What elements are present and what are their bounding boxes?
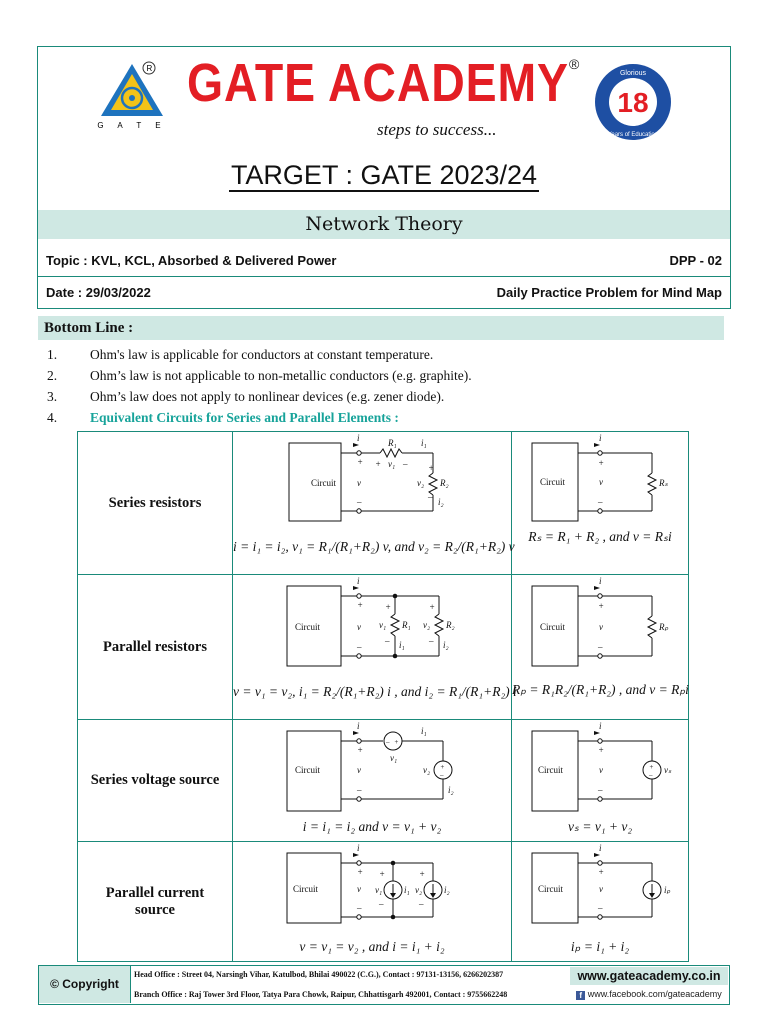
equivalent-current-source-diagram [512, 843, 688, 937]
parallel-current-source-diagram [233, 843, 511, 937]
svg-text:–: – [386, 737, 390, 746]
svg-text:–: – [357, 902, 362, 913]
svg-text:+: + [440, 762, 445, 771]
table-row [78, 575, 689, 720]
svg-text:v: v [357, 477, 361, 488]
svg-text:v: v [357, 764, 361, 775]
svg-text:i: i [357, 432, 360, 443]
tagline: steps to success... [377, 120, 497, 139]
website-link[interactable]: www.gateacademy.co.in [570, 967, 728, 985]
equivalent-circuits-table [77, 431, 689, 962]
row-label: Parallel current source [78, 842, 233, 962]
svg-text:v₁: v₁ [390, 752, 398, 763]
svg-text:Circuit: Circuit [295, 764, 320, 775]
table-row [78, 720, 689, 842]
svg-text:+: + [394, 737, 399, 746]
svg-text:v: v [599, 764, 603, 775]
anniversary-badge-icon [593, 62, 673, 142]
svg-text:v: v [599, 621, 603, 632]
svg-text:–: – [357, 784, 362, 795]
head-office-address: Head Office : Street 04, Narsingh Vihar, Katulbod, Bhilai 490022 (C.G.), Contact : 97131-13156, 6266202387 [134, 970, 504, 979]
svg-text:–: – [428, 491, 433, 502]
svg-text:–: – [385, 635, 390, 646]
purpose-label: Daily Practice Problem for Mind Map [496, 285, 722, 300]
equation-text: i = i₁ = i₂ and v = v₁ + v₂ [302, 818, 442, 834]
svg-text:v: v [599, 476, 603, 487]
table-row [78, 842, 689, 962]
svg-text:Circuit: Circuit [295, 621, 320, 632]
equation-text: i = i₁ = i₂, v₁ = R₁/(R₁+R₂) v, and v₂ = R₂/(R₁+R₂) v [233, 538, 515, 554]
gate-logo-icon [97, 60, 167, 130]
svg-text:R₁: R₁ [388, 437, 397, 448]
point-item: 2. Ohm’s law is not applicable to non-metallic conductors (e.g. graphite). [47, 368, 472, 383]
facebook-link[interactable]: f www.facebook.com/gateacademy [570, 986, 728, 1002]
svg-text:+: + [598, 744, 605, 755]
svg-text:i: i [357, 842, 360, 853]
svg-text:–: – [649, 770, 653, 779]
equivalent-diagram [512, 842, 689, 962]
svg-text:R: R [146, 64, 153, 73]
svg-text:v₂: v₂ [417, 477, 425, 488]
table-row [78, 432, 689, 575]
dpp-label: DPP - 02 [669, 253, 722, 268]
svg-text:Circuit: Circuit [293, 883, 318, 894]
series-resistors-diagram [233, 433, 511, 533]
svg-text:Circuit: Circuit [538, 764, 563, 775]
equivalent-diagram [512, 432, 689, 575]
svg-text:+: + [649, 762, 654, 771]
circuit-diagram [233, 720, 512, 842]
circuit-diagram [233, 842, 512, 962]
svg-text:–: – [379, 898, 384, 909]
equivalent-diagram [512, 575, 689, 720]
svg-text:Circuit: Circuit [311, 477, 336, 488]
registered-mark: ® [569, 56, 580, 72]
svg-text:i: i [599, 575, 602, 586]
svg-text:i: i [599, 720, 602, 731]
svg-text:R₂: R₂ [446, 619, 455, 630]
svg-text:i₁: i₁ [404, 884, 410, 895]
svg-text:i₂: i₂ [443, 639, 449, 650]
svg-text:Glorious: Glorious [619, 70, 647, 77]
branch-office-address: Branch Office : Raj Tower 3rd Floor, Tatya Para Chowk, Raipur, Chhattisgarh 492001, Contact : 9755662248 [134, 990, 508, 999]
svg-text:–: – [419, 898, 424, 909]
topic-label: Topic : KVL, KCL, Absorbed & Delivered Power [46, 253, 337, 268]
svg-text:–: – [357, 641, 362, 652]
equation-text: vₛ = v₁ + v₂ [567, 818, 633, 834]
svg-text:v₂: v₂ [423, 764, 431, 775]
svg-text:+: + [357, 456, 364, 467]
svg-text:i₂: i₂ [438, 496, 444, 507]
circuit-diagram [233, 575, 517, 720]
subject-title: Network Theory [38, 210, 730, 239]
point-item: 4. Equivalent Circuits for Series and Parallel Elements : [47, 410, 399, 425]
equation-text: Rₛ = R₁ + R₂ , and v = Rₛi [528, 528, 672, 544]
svg-text:Circuit: Circuit [540, 621, 565, 632]
date-label: Date : 29/03/2022 [46, 285, 151, 300]
parallel-resistors-diagram [233, 576, 511, 676]
equivalent-resistor-diagram [512, 433, 688, 533]
svg-text:+: + [429, 601, 436, 612]
svg-text:i: i [357, 720, 360, 731]
svg-text:i: i [357, 575, 360, 586]
svg-text:+: + [428, 462, 435, 473]
facebook-icon: f [576, 991, 585, 1000]
svg-text:–: – [429, 635, 434, 646]
brand-name: GATE ACADEMY [187, 53, 569, 113]
point-item: 3. Ohm’s law does not apply to nonlinear devices (e.g. zener diode). [47, 389, 445, 404]
svg-text:Rₛ: Rₛ [659, 477, 668, 488]
svg-text:v₂: v₂ [423, 619, 431, 630]
row-label: Parallel resistors [78, 575, 233, 720]
svg-text:+: + [379, 868, 386, 879]
svg-text:vₛ: vₛ [664, 764, 672, 775]
svg-text:Years of Education: Years of Education [607, 132, 659, 138]
row-label: Series resistors [78, 432, 233, 575]
svg-text:i₁: i₁ [421, 437, 427, 448]
svg-text:i₁: i₁ [421, 725, 427, 736]
svg-text:–: – [598, 496, 603, 507]
equivalent-diagram [512, 720, 689, 842]
svg-text:R₁: R₁ [402, 619, 411, 630]
svg-text:G A T E: G A T E [97, 121, 167, 130]
equivalent-voltage-source-diagram [512, 721, 688, 815]
svg-text:v: v [357, 883, 361, 894]
svg-text:v₁: v₁ [379, 619, 387, 630]
equation-text: v = v₁ = v₂, i₁ = R₂/(R₁+R₂) i , and i₂ = R₁/(R₁+R₂) i [233, 683, 517, 699]
svg-text:v₂: v₂ [415, 884, 423, 895]
svg-text:i: i [599, 842, 602, 853]
svg-text:–: – [403, 458, 408, 469]
svg-text:+: + [598, 866, 605, 877]
svg-text:v: v [599, 883, 603, 894]
svg-text:+: + [598, 457, 605, 468]
equation-text: Rₚ = R₁R₂/(R₁+R₂) , and v = Rₚi [512, 681, 689, 697]
svg-text:+: + [385, 601, 392, 612]
svg-text:+: + [357, 866, 364, 877]
circuit-diagram [233, 432, 515, 575]
equivalent-resistor-diagram [512, 576, 688, 676]
svg-text:–: – [357, 496, 362, 507]
svg-text:iₚ: iₚ [664, 884, 671, 895]
svg-text:i₂: i₂ [448, 784, 454, 795]
row-label: Series voltage source [78, 720, 233, 842]
header-logo-row [37, 50, 731, 146]
svg-text:R₂: R₂ [440, 477, 449, 488]
svg-text:Circuit: Circuit [538, 883, 563, 894]
svg-text:v₁: v₁ [388, 458, 396, 469]
svg-text:+: + [357, 744, 364, 755]
series-voltage-source-diagram [233, 721, 511, 815]
svg-text:Circuit: Circuit [540, 476, 565, 487]
bottom-line-heading: Bottom Line : [38, 316, 724, 340]
svg-text:18: 18 [617, 87, 649, 118]
svg-text:i₁: i₁ [399, 639, 405, 650]
equation-text: iₚ = i₁ + i₂ [570, 938, 630, 954]
target-title: TARGET : GATE 2023/24 [230, 160, 538, 190]
meta-divider [38, 276, 730, 277]
svg-text:+: + [419, 868, 426, 879]
svg-text:–: – [598, 784, 603, 795]
point-item: 1. Ohm's law is applicable for conductors at constant temperature. [47, 347, 434, 362]
svg-text:–: – [440, 770, 444, 779]
svg-text:i: i [599, 432, 602, 443]
svg-text:–: – [598, 902, 603, 913]
svg-text:+: + [357, 599, 364, 610]
svg-text:+: + [375, 458, 382, 469]
equation-text: v = v₁ = v₂ , and i = i₁ + i₂ [299, 938, 445, 954]
svg-text:–: – [598, 641, 603, 652]
svg-text:v: v [357, 621, 361, 632]
copyright-label: © Copyright [39, 966, 131, 1003]
svg-text:Rₚ: Rₚ [659, 621, 669, 632]
svg-text:v₁: v₁ [375, 884, 383, 895]
svg-text:+: + [598, 600, 605, 611]
footer [38, 965, 730, 1005]
svg-text:i₂: i₂ [444, 884, 450, 895]
